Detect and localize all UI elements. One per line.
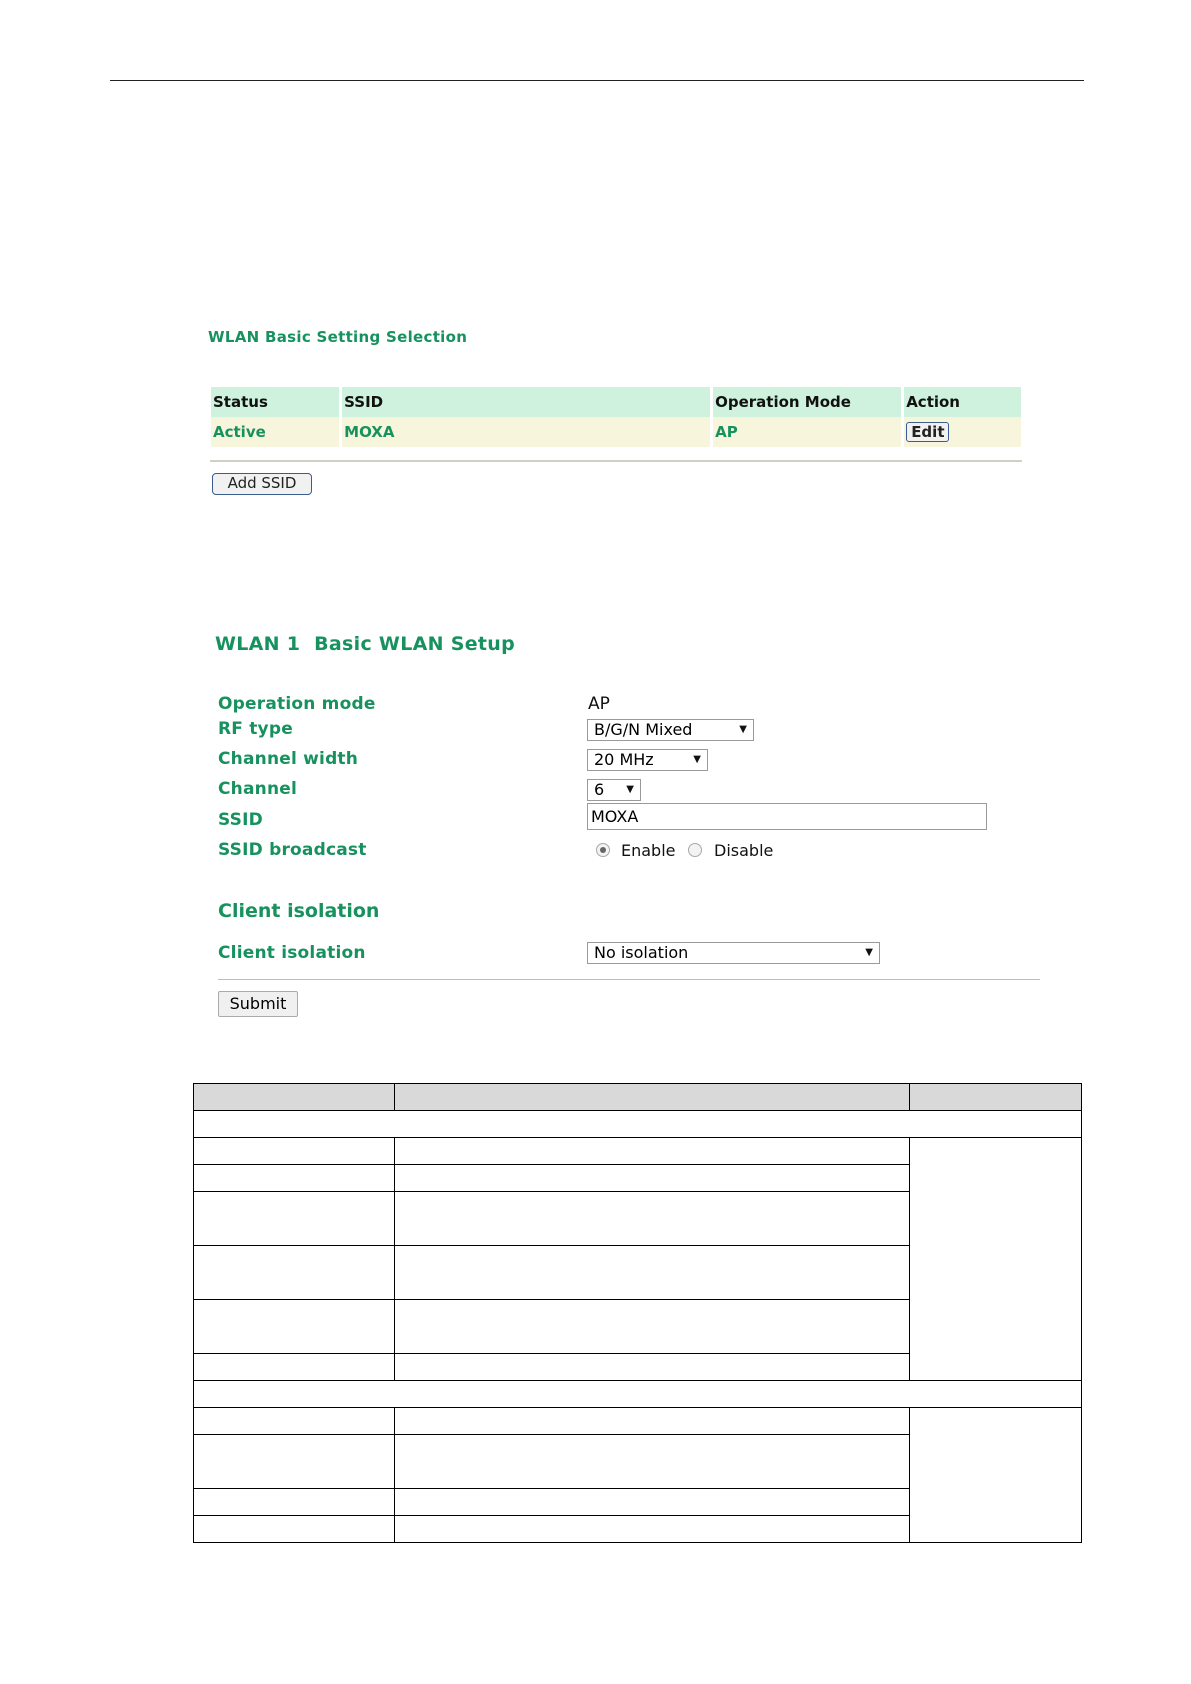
operation-mode-label: Operation mode: [218, 694, 376, 714]
ssid-table-rule: [210, 460, 1022, 462]
channel-width-select[interactable]: [587, 749, 708, 771]
table-row: [194, 1138, 1082, 1165]
reference-table: [193, 1083, 1082, 1543]
radio-enable[interactable]: [596, 843, 610, 857]
ssid-table: [208, 387, 1024, 447]
submit-button[interactable]: Submit: [218, 991, 298, 1017]
page-header-rule: [110, 80, 1084, 81]
selection-title: WLAN Basic Setting Selection: [208, 328, 468, 346]
radio-selected-dot: [600, 847, 606, 853]
channel-width-value: 20 MHz: [594, 750, 654, 769]
add-ssid-button[interactable]: Add SSID: [212, 473, 312, 495]
setup-title: WLAN 1 Basic WLAN Setup: [215, 633, 516, 655]
table-section-row: [194, 1111, 1082, 1138]
channel-label: Channel: [218, 779, 298, 799]
cell-operation-mode: AP: [713, 417, 901, 447]
cell-ssid: MOXA: [342, 417, 710, 447]
column-ssid: SSID: [342, 387, 710, 417]
ssid-input[interactable]: MOXA: [587, 803, 987, 830]
ssid-table-header: [211, 387, 1021, 417]
ssid-label: SSID: [218, 810, 263, 830]
table-row: [211, 417, 1021, 447]
table-row: [194, 1408, 1082, 1435]
column-status: Status: [211, 387, 339, 417]
rf-type-select[interactable]: [587, 719, 754, 741]
rf-type-value: B/G/N Mixed: [594, 720, 693, 739]
table-section-row: [194, 1381, 1082, 1408]
cell-action: [904, 417, 1021, 447]
client-isolation-value: No isolation: [594, 943, 689, 962]
column-action: Action: [904, 387, 1021, 417]
dropdown-arrow-icon: ▼: [739, 724, 747, 735]
cell-status: Active: [211, 417, 339, 447]
channel-select[interactable]: [587, 779, 641, 801]
radio-enable-label: Enable: [621, 841, 676, 860]
radio-disable-label: Disable: [714, 841, 774, 860]
client-isolation-label: Client isolation: [218, 943, 366, 963]
rf-type-label: RF type: [218, 719, 293, 739]
radio-disable[interactable]: [688, 843, 702, 857]
form-rule: [218, 979, 1040, 980]
client-isolation-heading: Client isolation: [218, 900, 380, 922]
channel-value: 6: [594, 780, 605, 799]
column-operation-mode: Operation Mode: [713, 387, 901, 417]
dropdown-arrow-icon: ▼: [865, 947, 873, 958]
ssid-broadcast-label: SSID broadcast: [218, 840, 367, 860]
dropdown-arrow-icon: ▼: [626, 784, 634, 795]
operation-mode-value: AP: [588, 694, 610, 714]
dropdown-arrow-icon: ▼: [693, 754, 701, 765]
channel-width-label: Channel width: [218, 749, 359, 769]
client-isolation-select[interactable]: [587, 942, 880, 964]
edit-button[interactable]: Edit: [906, 422, 949, 442]
table-header-row: [194, 1084, 1082, 1111]
